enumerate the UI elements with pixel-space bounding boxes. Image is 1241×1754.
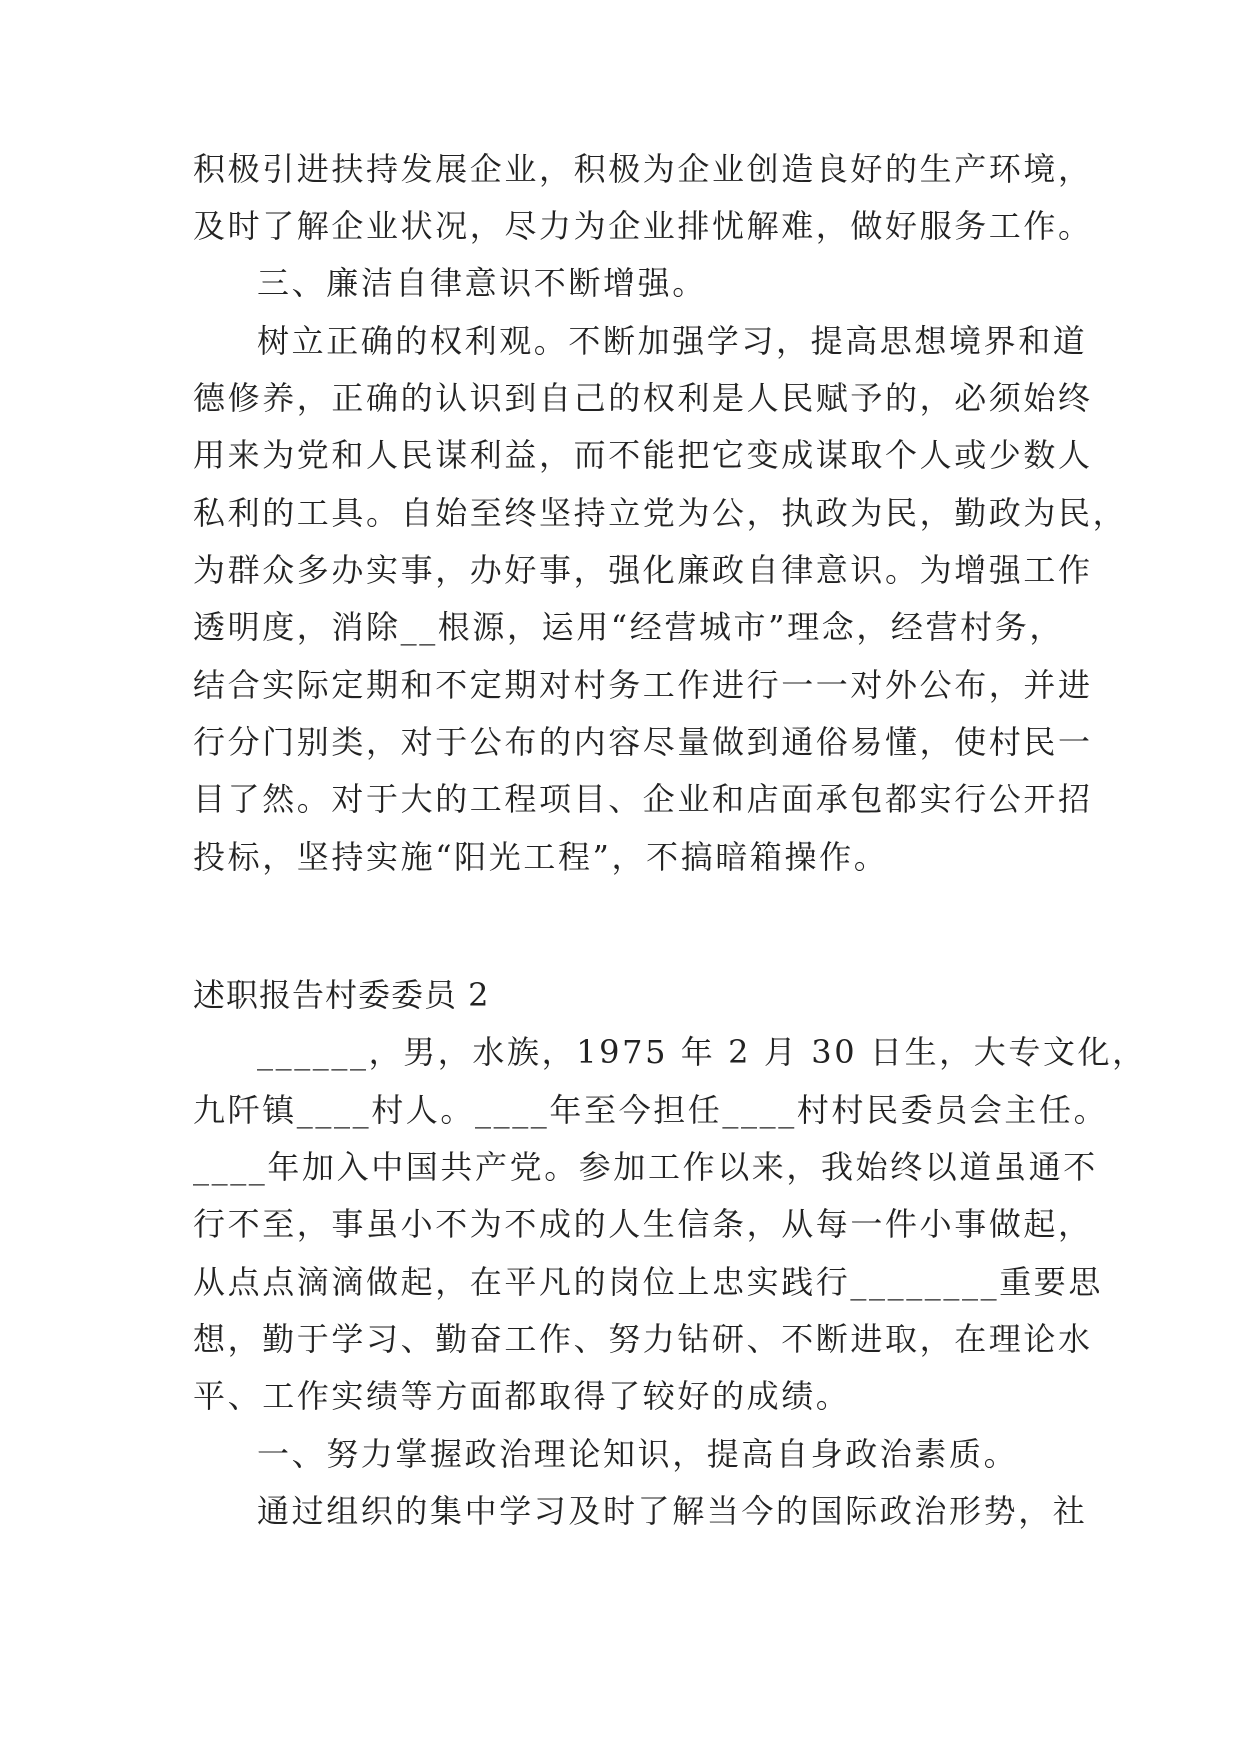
paragraph-line: 为群众多办实事，办好事，强化廉政自律意识。为增强工作 xyxy=(193,551,1093,589)
paragraph-line: 投标，坚持实施“阳光工程”，不搞暗箱操作。 xyxy=(193,838,889,876)
paragraph-line: 及时了解企业状况，尽力为企业排忧解难，做好服务工作。 xyxy=(193,207,1093,245)
paragraph-line: 平、工作实绩等方面都取得了较好的成绩。 xyxy=(193,1377,851,1415)
paragraph-line: 通过组织的集中学习及时了解当今的国际政治形势，社 xyxy=(257,1492,1088,1530)
paragraph-line: 私利的工具。自始至终坚持立党为公，执政为民，勤政为民， xyxy=(193,494,1128,532)
paragraph-line: 积极引进扶持发展企业，积极为企业创造良好的生产环境， xyxy=(193,150,1093,188)
paragraph-line: 目了然。对于大的工程项目、企业和店面承包都实行公开招 xyxy=(193,780,1093,818)
paragraph-line: 九阡镇____村人。____年至今担任____村村民委员会主任。 xyxy=(193,1091,1109,1129)
paragraph-line: 用来为党和人民谋利益，而不能把它变成谋取个人或少数人 xyxy=(193,436,1093,474)
paragraph-line: 德修养，正确的认识到自己的权利是人民赋予的，必须始终 xyxy=(193,379,1093,417)
paragraph-line: 结合实际定期和不定期对村务工作进行一一对外公布，并进 xyxy=(193,666,1093,704)
document-heading: 述职报告村委委员 2 xyxy=(193,976,490,1014)
section-title: 三、廉洁自律意识不断增强。 xyxy=(257,264,707,302)
paragraph-line: 从点点滴滴做起，在平凡的岗位上忠实践行________重要思 xyxy=(193,1263,1104,1301)
paragraph-line: 行不至，事虽小不为不成的人生信条，从每一件小事做起， xyxy=(193,1205,1093,1243)
paragraph-line: 想，勤于学习、勤奋工作、努力钻研、不断进取，在理论水 xyxy=(193,1320,1093,1358)
paragraph-line: 行分门别类，对于公布的内容尽量做到通俗易懂，使村民一 xyxy=(193,723,1093,761)
section-title: 一、努力掌握政治理论知识，提高自身政治素质。 xyxy=(257,1435,1019,1473)
paragraph-line: 树立正确的权利观。不断加强学习，提高思想境界和道 xyxy=(257,322,1088,360)
paragraph-line: 透明度，消除__根源，运用“经营城市”理念，经营村务， xyxy=(193,608,1064,646)
paragraph-line: ______，男，水族，1975 年 2 月 30 日生，大专文化， xyxy=(257,1033,1147,1071)
paragraph-line: ____年加入中国共产党。参加工作以来，我始终以道虽通不 xyxy=(193,1148,1098,1186)
